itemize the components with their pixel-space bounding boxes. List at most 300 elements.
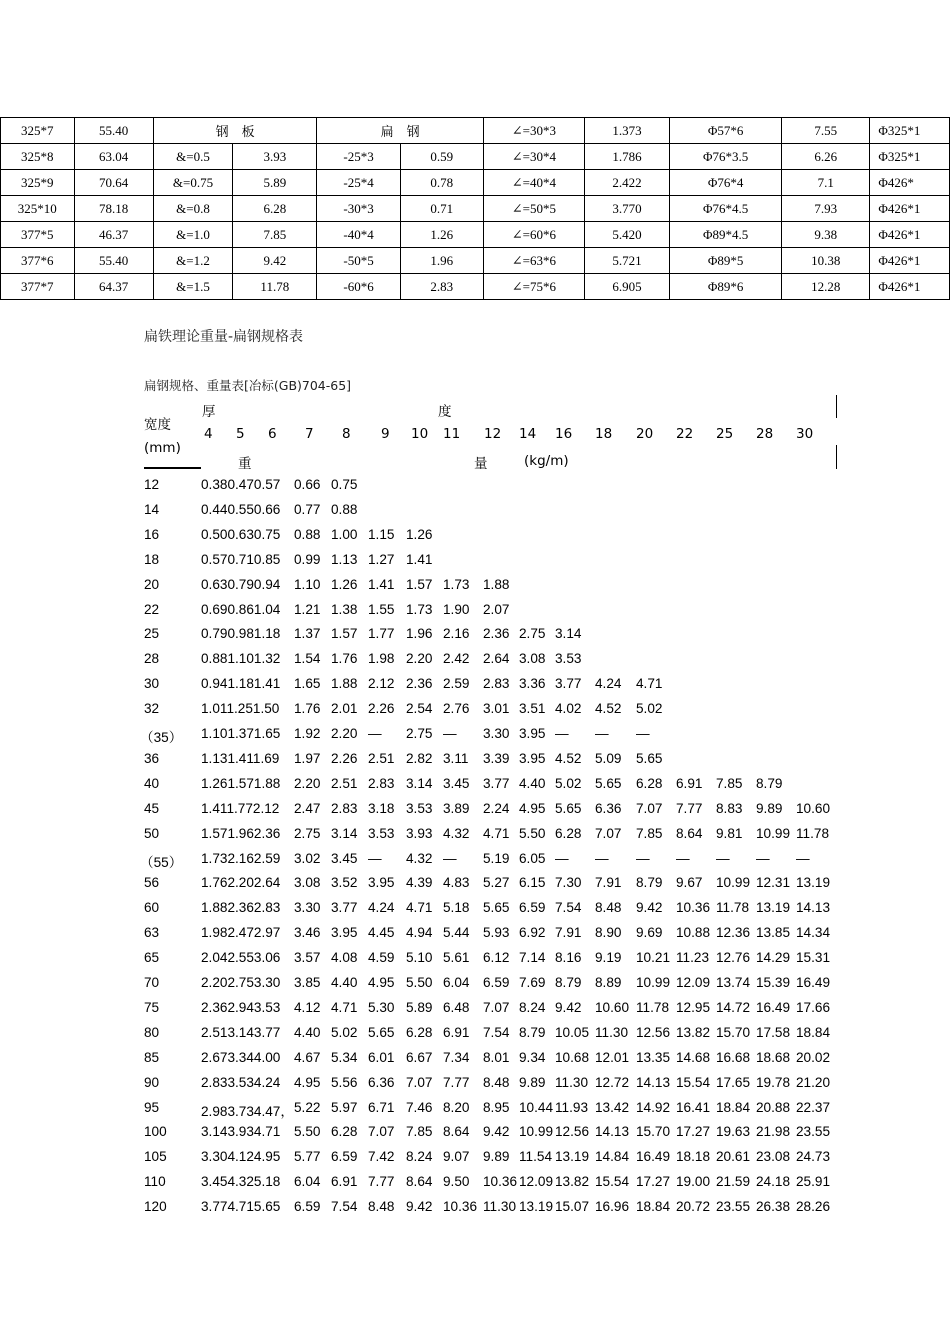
weight-cell: 16.49 bbox=[756, 999, 791, 1015]
weight-cell: 3.95 bbox=[519, 726, 546, 741]
width-cell: 12 bbox=[144, 477, 160, 492]
weight-cell: — bbox=[756, 850, 770, 866]
weight-cell: 1.10 bbox=[294, 576, 321, 592]
weight-cell: 4.83 bbox=[443, 875, 470, 891]
weight-cell: — bbox=[555, 726, 569, 741]
weight-cell: 6.28 bbox=[636, 775, 663, 791]
weight-cell: 15.70 bbox=[716, 1024, 751, 1040]
steel-spec-table bbox=[0, 117, 950, 300]
weight-cell: 4.40 bbox=[519, 775, 546, 791]
weight-cell: 12.56 bbox=[636, 1024, 671, 1040]
weight-cell: 4.71 bbox=[406, 900, 433, 916]
weight-cell: 5.56 bbox=[331, 1074, 358, 1090]
weight-cell: 8.48 bbox=[483, 1074, 510, 1090]
width-cell: 30 bbox=[144, 676, 160, 692]
weight-cell: 23.55 bbox=[796, 1124, 831, 1140]
spec-cell: Φ89*5 bbox=[670, 248, 782, 274]
weight-cell: 17.27 bbox=[636, 1174, 671, 1190]
weight-cell: 8.79 bbox=[555, 975, 582, 990]
weight-cell: 11.54 bbox=[519, 1149, 553, 1165]
spec-cell: Φ57*6 bbox=[670, 118, 782, 144]
weight-cell: 2.64 bbox=[483, 651, 510, 667]
weight-cell: 1.21 bbox=[294, 601, 321, 617]
weight-cell: 0.77 bbox=[294, 501, 321, 517]
width-cell: 80 bbox=[144, 1024, 160, 1040]
weight-cell: 10.68 bbox=[555, 1049, 590, 1065]
weight-cell: 5.10 bbox=[406, 950, 433, 966]
weight-cell: 26.38 bbox=[756, 1199, 791, 1215]
weight-cell: 1.76 bbox=[331, 651, 358, 667]
weight-cell: 1.65 bbox=[294, 676, 321, 692]
spec-cell: 0.71 bbox=[400, 196, 483, 222]
weight-cell: 9.50 bbox=[443, 1174, 470, 1190]
width-cell: 36 bbox=[144, 750, 160, 766]
weight-cell: 24.18 bbox=[756, 1174, 791, 1190]
weight-cell: 5.50 bbox=[406, 975, 433, 990]
weight-cell: 8.48 bbox=[368, 1199, 395, 1215]
spec-cell: 46.37 bbox=[74, 222, 153, 248]
weight-cell: 3.30 bbox=[294, 900, 321, 916]
weight-cell: 13.85 bbox=[756, 925, 791, 941]
weight-cell: 21.20 bbox=[796, 1074, 831, 1090]
weight-cell: 24.73 bbox=[796, 1149, 831, 1165]
weight-cell: 2.42 bbox=[443, 651, 470, 667]
width-cell: 63 bbox=[144, 925, 160, 941]
weight-cell: 14.34 bbox=[796, 925, 831, 941]
weight-cell: 14.13 bbox=[595, 1124, 630, 1140]
weight-cell: 7.91 bbox=[555, 925, 582, 941]
weight-cell: 6.04 bbox=[443, 975, 470, 990]
weight-cell: 1.73 bbox=[406, 601, 433, 617]
weight-cell: 8.48 bbox=[595, 900, 622, 916]
spec-cell: ∠=63*6 bbox=[483, 248, 584, 274]
weight-cell: 1.26 bbox=[406, 526, 433, 542]
spec-cell: &=0.8 bbox=[153, 196, 232, 222]
weight-cell: 1.261.571.88 bbox=[201, 775, 281, 791]
spec-cell: 0.59 bbox=[400, 144, 483, 170]
weight-cell: 16.41 bbox=[676, 1099, 711, 1115]
weight-cell: 7.85 bbox=[636, 825, 663, 841]
width-cell: 90 bbox=[144, 1074, 160, 1090]
weight-cell: — bbox=[443, 726, 457, 741]
spec-cell: 325*8 bbox=[1, 144, 75, 170]
weight-cell: 4.52 bbox=[595, 701, 622, 717]
weight-cell: 6.01 bbox=[368, 1049, 395, 1065]
spec-cell: 325*7 bbox=[1, 118, 75, 144]
width-cell: 110 bbox=[144, 1174, 166, 1190]
weight-cell: 2.983.734.47， bbox=[201, 1103, 294, 1119]
weight-cell: 4.45 bbox=[368, 925, 395, 941]
weight-cell: 1.26 bbox=[331, 576, 358, 592]
weight-cell: 8.64 bbox=[676, 825, 703, 841]
weight-cell: 6.15 bbox=[519, 875, 546, 891]
weight-cell: 4.71 bbox=[636, 676, 663, 692]
weight-label-left: 重 bbox=[238, 456, 252, 472]
weight-cell: 0.500.630.75 bbox=[201, 526, 281, 542]
weight-cell: — bbox=[595, 850, 609, 866]
width-cell: 22 bbox=[144, 601, 160, 617]
spec-cell: ∠=75*6 bbox=[483, 274, 584, 300]
weight-cell: 10.36 bbox=[443, 1199, 478, 1215]
spec-cell: 12.28 bbox=[782, 274, 870, 300]
weight-cell: 4.32 bbox=[443, 825, 470, 841]
weight-cell: 17.65 bbox=[716, 1074, 751, 1090]
weight-cell: 10.60 bbox=[595, 999, 630, 1015]
weight-cell: 3.77 bbox=[483, 775, 510, 791]
weight-cell: 4.08 bbox=[331, 950, 358, 966]
weight-cell: 21.59 bbox=[716, 1174, 751, 1190]
width-cell: 40 bbox=[144, 775, 160, 791]
weight-cell: 2.20 bbox=[294, 775, 321, 791]
spec-cell: 0.78 bbox=[400, 170, 483, 196]
thickness-value: 8 bbox=[342, 426, 351, 442]
weight-cell: 3.08 bbox=[519, 651, 546, 667]
weight-cell: 9.34 bbox=[519, 1049, 546, 1065]
weight-cell: 2.59 bbox=[443, 676, 470, 692]
weight-cell: 5.65 bbox=[368, 1024, 395, 1040]
width-cell: 56 bbox=[144, 875, 160, 891]
weight-cell: 6.36 bbox=[368, 1074, 395, 1090]
spec-cell: Φ76*3.5 bbox=[670, 144, 782, 170]
weight-cell: — bbox=[595, 726, 609, 741]
spec-cell: 7.1 bbox=[782, 170, 870, 196]
spec-cell: -60*6 bbox=[317, 274, 400, 300]
weight-cell: 10.21 bbox=[636, 950, 671, 966]
weight-cell: 20.72 bbox=[676, 1199, 711, 1215]
thickness-value: 28 bbox=[756, 426, 774, 442]
weight-cell: 2.75 bbox=[294, 825, 321, 841]
weight-cell: 10.05 bbox=[555, 1024, 590, 1040]
weight-cell: 7.91 bbox=[595, 875, 622, 891]
weight-cell: 7.54 bbox=[555, 900, 582, 916]
weight-cell: 2.26 bbox=[368, 701, 395, 717]
weight-cell: 6.59 bbox=[519, 900, 546, 916]
spec-cell: Φ89*6 bbox=[670, 274, 782, 300]
weight-cell: 5.30 bbox=[368, 999, 395, 1015]
weight-cell: 14.84 bbox=[595, 1149, 630, 1165]
width-cell: 25 bbox=[144, 626, 160, 642]
weight-cell: 3.30 bbox=[483, 726, 510, 741]
weight-cell: 1.732.162.59 bbox=[201, 850, 281, 866]
weight-cell: 2.513.143.77 bbox=[201, 1024, 281, 1040]
weight-cell: 17.66 bbox=[796, 999, 831, 1015]
spec-cell: 11.78 bbox=[233, 274, 317, 300]
thickness-value: 4 bbox=[204, 426, 213, 442]
weight-cell: 1.92 bbox=[294, 726, 321, 741]
weight-cell: — bbox=[555, 850, 569, 866]
weight-cell: 2.202.753.30 bbox=[201, 975, 281, 990]
weight-cell: 7.69 bbox=[519, 975, 546, 990]
spec-cell: Φ426*1 bbox=[870, 274, 950, 300]
width-cell: 100 bbox=[144, 1124, 167, 1140]
weight-cell: 6.91 bbox=[676, 775, 703, 791]
width-cell: 105 bbox=[144, 1149, 167, 1165]
weight-cell: 8.01 bbox=[483, 1049, 510, 1065]
spec-cell: 7.85 bbox=[233, 222, 317, 248]
weight-cell: 10.99 bbox=[636, 975, 671, 990]
width-cell: 50 bbox=[144, 825, 160, 841]
thickness-value: 5 bbox=[236, 426, 245, 442]
weight-cell: 3.18 bbox=[368, 800, 395, 816]
weight-cell: 8.89 bbox=[595, 975, 622, 990]
thickness-value: 22 bbox=[676, 426, 694, 442]
weight-cell: 2.20 bbox=[406, 651, 433, 667]
spec-row bbox=[1, 118, 950, 144]
weight-cell: 6.48 bbox=[443, 999, 470, 1015]
spec-cell: 9.38 bbox=[782, 222, 870, 248]
spec-cell: 70.64 bbox=[74, 170, 153, 196]
weight-cell: 0.790.981.18 bbox=[201, 626, 281, 642]
width-cell: 65 bbox=[144, 950, 160, 966]
spec-cell: 6.28 bbox=[233, 196, 317, 222]
weight-cell: 5.02 bbox=[636, 701, 663, 717]
weight-cell: 6.67 bbox=[406, 1049, 433, 1065]
weight-cell: 9.42 bbox=[636, 900, 663, 916]
weight-cell: 3.53 bbox=[555, 651, 582, 667]
weight-cell: 3.14 bbox=[331, 825, 358, 841]
weight-cell: 5.61 bbox=[443, 950, 470, 966]
weight-cell: 3.46 bbox=[294, 925, 321, 941]
weight-cell: 18.18 bbox=[676, 1149, 711, 1165]
weight-cell: 13.82 bbox=[555, 1174, 590, 1190]
spec-cell: 5.89 bbox=[233, 170, 317, 196]
thickness-value: 10 bbox=[411, 426, 429, 442]
weight-cell: 16.49 bbox=[796, 975, 831, 990]
weight-cell: 2.362.943.53 bbox=[201, 999, 281, 1015]
weight-cell: 12.76 bbox=[716, 950, 751, 966]
weight-cell: 1.97 bbox=[294, 750, 321, 766]
weight-cell: 2.01 bbox=[331, 701, 358, 717]
thickness-value: 14 bbox=[519, 426, 537, 442]
weight-cell: 6.59 bbox=[294, 1199, 321, 1215]
spec-cell: ∠=30*4 bbox=[483, 144, 584, 170]
spec-cell: -40*4 bbox=[317, 222, 400, 248]
width-cell: 45 bbox=[144, 800, 160, 816]
weight-cell: 0.380.470.57 bbox=[201, 477, 281, 492]
spec-cell: 1.373 bbox=[584, 118, 669, 144]
weight-cell: 1.96 bbox=[406, 626, 433, 642]
weight-cell: 3.39 bbox=[483, 750, 510, 766]
weight-cell: 10.99 bbox=[519, 1124, 554, 1140]
weight-cell: 13.19 bbox=[555, 1149, 590, 1165]
weight-cell: 5.93 bbox=[483, 925, 510, 941]
spec-cell: Φ426* bbox=[870, 170, 950, 196]
weight-cell: 5.22 bbox=[294, 1099, 321, 1115]
weight-cell: 14.68 bbox=[676, 1049, 711, 1065]
spec-cell: -25*4 bbox=[317, 170, 400, 196]
width-cell: 120 bbox=[144, 1199, 167, 1215]
weight-cell: 2.12 bbox=[368, 676, 395, 692]
spec-cell: 2.83 bbox=[400, 274, 483, 300]
weight-cell: 4.71 bbox=[331, 999, 358, 1015]
weight-cell: — bbox=[636, 726, 650, 741]
header-bracket-top bbox=[836, 395, 837, 418]
weight-cell: 5.50 bbox=[294, 1124, 321, 1140]
weight-cell: 3.14 bbox=[406, 775, 433, 791]
weight-cell: 14.13 bbox=[636, 1074, 671, 1090]
weight-cell: 7.07 bbox=[636, 800, 663, 816]
weight-cell: 11.30 bbox=[555, 1074, 589, 1090]
spec-cell: 6.905 bbox=[584, 274, 669, 300]
weight-cell: 5.44 bbox=[443, 925, 470, 941]
weight-cell: 2.36 bbox=[406, 676, 433, 692]
weight-cell: 8.83 bbox=[716, 800, 743, 816]
weight-cell: 18.84 bbox=[716, 1099, 751, 1115]
weight-cell: 12.95 bbox=[676, 999, 711, 1015]
weight-cell: 2.83 bbox=[331, 800, 358, 816]
weight-cell: 1.571.962.36 bbox=[201, 825, 281, 841]
weight-cell: 7.07 bbox=[483, 999, 510, 1015]
weight-cell: 1.57 bbox=[331, 626, 358, 642]
weight-cell: 1.011.251.50 bbox=[201, 701, 280, 717]
weight-cell: 22.37 bbox=[796, 1099, 831, 1115]
weight-cell: 2.24 bbox=[483, 800, 510, 816]
weight-cell: 3.93 bbox=[406, 825, 433, 841]
weight-cell: 8.16 bbox=[555, 950, 582, 966]
spec-cell: ∠=40*4 bbox=[483, 170, 584, 196]
spec-cell: ∠=30*3 bbox=[483, 118, 584, 144]
weight-cell: 4.71 bbox=[483, 825, 510, 841]
weight-cell: 2.54 bbox=[406, 701, 433, 717]
weight-cell: 9.42 bbox=[483, 1124, 510, 1140]
weight-cell: 3.774.715.65 bbox=[201, 1199, 281, 1215]
weight-cell: 4.12 bbox=[294, 999, 321, 1015]
spec-cell: 55.40 bbox=[74, 248, 153, 274]
weight-cell: 11.23 bbox=[676, 950, 710, 966]
weight-cell: 18.84 bbox=[636, 1199, 671, 1215]
weight-cell: 8.64 bbox=[443, 1124, 470, 1140]
weight-cell: 9.19 bbox=[595, 950, 622, 966]
weight-cell: 15.07 bbox=[555, 1199, 590, 1215]
weight-cell: 7.85 bbox=[716, 775, 743, 791]
spec-row bbox=[1, 170, 950, 196]
spec-cell: -30*3 bbox=[317, 196, 400, 222]
weight-cell: 1.90 bbox=[443, 601, 470, 617]
weight-cell: 12.09 bbox=[676, 975, 711, 990]
thickness-value: 30 bbox=[796, 426, 814, 442]
weight-cell: 7.30 bbox=[555, 875, 582, 891]
weight-cell: 1.101.371.65 bbox=[201, 726, 281, 741]
thickness-value: 18 bbox=[595, 426, 613, 442]
weight-cell: 3.53 bbox=[406, 800, 433, 816]
weight-cell: 7.77 bbox=[368, 1174, 395, 1190]
weight-cell: 2.16 bbox=[443, 626, 470, 642]
weight-cell: 1.411.772.12 bbox=[201, 800, 280, 816]
weight-cell: 23.55 bbox=[716, 1199, 751, 1215]
spec-cell: 5.721 bbox=[584, 248, 669, 274]
spec-cell: 325*10 bbox=[1, 196, 75, 222]
weight-cell: 7.07 bbox=[406, 1074, 433, 1090]
weight-cell: 2.36 bbox=[483, 626, 510, 642]
weight-cell: 2.82 bbox=[406, 750, 433, 766]
weight-cell: 7.46 bbox=[406, 1099, 433, 1115]
weight-cell: 7.42 bbox=[368, 1149, 395, 1165]
weight-cell: 4.52 bbox=[555, 750, 582, 766]
width-cell: 16 bbox=[144, 526, 160, 542]
weight-cell: 6.92 bbox=[519, 925, 546, 941]
weight-cell: 1.41 bbox=[406, 551, 433, 567]
spec-cell: &=1.2 bbox=[153, 248, 232, 274]
weight-cell: 9.42 bbox=[406, 1199, 433, 1215]
weight-cell: 0.570.710.85 bbox=[201, 551, 281, 567]
weight-cell: 2.47 bbox=[294, 800, 321, 816]
weight-cell: 2.833.534.24 bbox=[201, 1074, 281, 1090]
weight-cell: 8.90 bbox=[595, 925, 622, 941]
spec-cell: 377*7 bbox=[1, 274, 75, 300]
weight-cell: 4.95 bbox=[294, 1074, 321, 1090]
thickness-value: 6 bbox=[268, 426, 277, 442]
spec-cell: &=1.5 bbox=[153, 274, 232, 300]
weight-cell: 2.20 bbox=[331, 726, 358, 741]
weight-cell: 3.77 bbox=[331, 900, 358, 916]
width-cell: 20 bbox=[144, 576, 160, 592]
spec-cell: 2.422 bbox=[584, 170, 669, 196]
weight-cell: 8.24 bbox=[519, 999, 546, 1015]
weight-cell: 1.88 bbox=[483, 576, 510, 592]
weight-cell: 0.88 bbox=[294, 526, 321, 542]
width-cell: 14 bbox=[144, 501, 160, 517]
weight-cell: 9.89 bbox=[483, 1149, 510, 1165]
weight-cell: 6.59 bbox=[483, 975, 510, 990]
weight-cell: 6.28 bbox=[331, 1124, 358, 1140]
spec-cell: 7.55 bbox=[782, 118, 870, 144]
weight-cell: 5.18 bbox=[443, 900, 470, 916]
weight-cell: 4.94 bbox=[406, 925, 433, 941]
weight-cell: 2.51 bbox=[331, 775, 358, 791]
weight-cell: 5.02 bbox=[331, 1024, 358, 1040]
weight-cell: 8.24 bbox=[406, 1149, 433, 1165]
weight-cell: 12.36 bbox=[716, 925, 751, 941]
spec-row bbox=[1, 222, 950, 248]
thickness-value: 12 bbox=[484, 426, 502, 442]
weight-cell: 1.882.362.83 bbox=[201, 900, 281, 916]
weight-cell: 3.95 bbox=[331, 925, 358, 941]
weight-cell: 2.26 bbox=[331, 750, 358, 766]
weight-cell: 6.36 bbox=[595, 800, 622, 816]
spec-cell: 1.786 bbox=[584, 144, 669, 170]
thickness-value: 25 bbox=[716, 426, 734, 442]
spec-cell: 6.26 bbox=[782, 144, 870, 170]
weight-cell: 5.89 bbox=[406, 999, 433, 1015]
spec-cell: Φ89*4.5 bbox=[670, 222, 782, 248]
weight-cell: 15.39 bbox=[756, 975, 791, 990]
weight-cell: 2.042.553.06 bbox=[201, 950, 281, 966]
page-title: 扁铁理论重量-扁钢规格表 bbox=[144, 329, 304, 345]
spec-cell: Φ325*1 bbox=[870, 118, 950, 144]
weight-cell: 4.39 bbox=[406, 875, 433, 891]
weight-cell: 11.78 bbox=[636, 999, 670, 1015]
thickness-value: 16 bbox=[555, 426, 573, 442]
weight-cell: 14.29 bbox=[756, 950, 791, 966]
weight-cell: 5.02 bbox=[555, 775, 582, 791]
weight-cell: 5.65 bbox=[483, 900, 510, 916]
weight-cell: 19.00 bbox=[676, 1174, 711, 1190]
weight-cell: 7.54 bbox=[483, 1024, 510, 1040]
spec-cell: 55.40 bbox=[74, 118, 153, 144]
width-cell: 18 bbox=[144, 551, 160, 567]
weight-cell: 1.131.411.69 bbox=[201, 750, 280, 766]
weight-cell: 0.941.181.41 bbox=[201, 676, 281, 692]
weight-cell: 2.83 bbox=[483, 676, 510, 692]
weight-cell: 3.51 bbox=[519, 701, 546, 717]
spec-cell: ∠=60*6 bbox=[483, 222, 584, 248]
weight-cell: 12.72 bbox=[595, 1074, 630, 1090]
weight-cell: 1.57 bbox=[406, 576, 433, 592]
weight-cell: 28.26 bbox=[796, 1199, 831, 1215]
width-cell: 75 bbox=[144, 999, 160, 1015]
weight-cell: 3.14 bbox=[555, 626, 582, 642]
weight-cell: 7.34 bbox=[443, 1049, 470, 1065]
